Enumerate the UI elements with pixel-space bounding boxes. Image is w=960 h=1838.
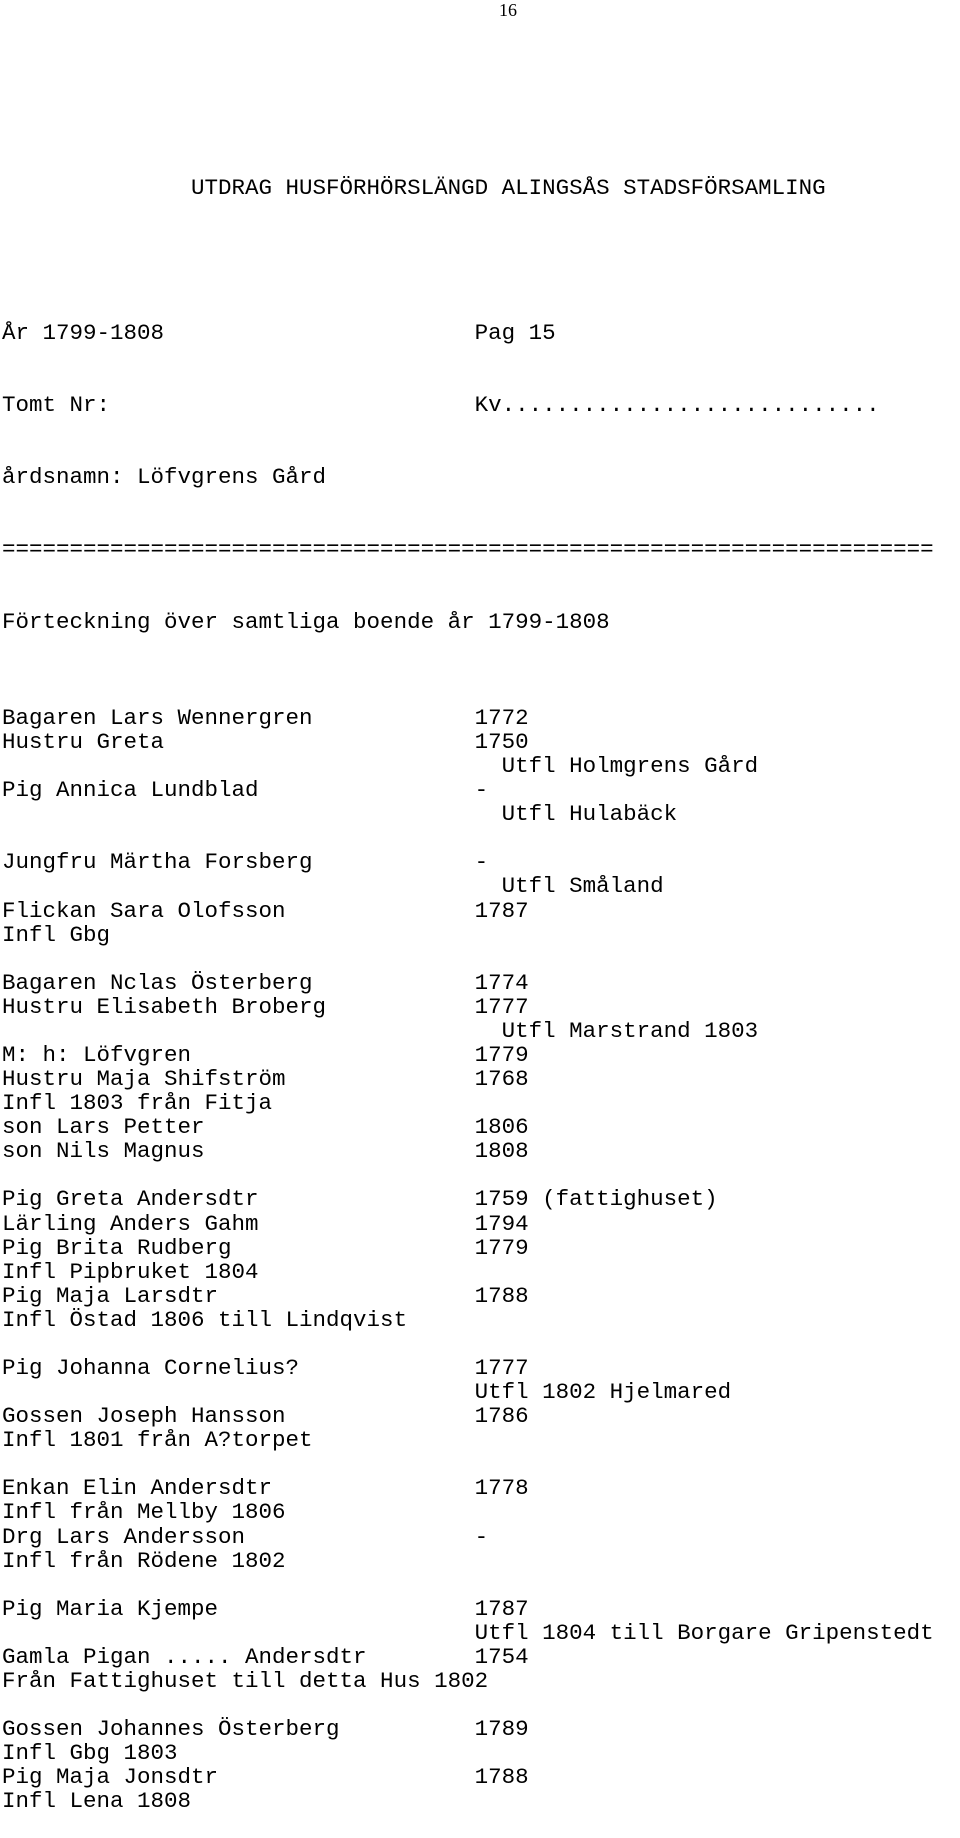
blank-line bbox=[2, 1452, 960, 1476]
blank-line bbox=[2, 1573, 960, 1597]
blank-line bbox=[2, 1332, 960, 1356]
record-line: Flickan Sara Olofsson 1787 bbox=[2, 897, 529, 924]
record-line: Pig Johanna Cornelius? 1777 bbox=[2, 1354, 529, 1381]
record-line: son Lars Petter 1806 bbox=[2, 1114, 529, 1141]
record-line: Bagaren Lars Wennergren 1772 bbox=[2, 704, 529, 731]
blank-line bbox=[2, 826, 960, 850]
gardsnamn-line: årdsnamn: Löfvgrens Gård bbox=[2, 464, 327, 491]
record-line: Hustru Elisabeth Broberg 1777 bbox=[2, 993, 529, 1020]
record-line: Utfl 1804 till Borgare Gripenstedt bbox=[2, 1619, 934, 1646]
record-line: Infl Lena 1808 bbox=[2, 1788, 192, 1815]
listing-title: Förteckning över samtliga boende år 1799-1808 bbox=[2, 608, 610, 635]
record-line: Infl Östad 1806 till Lindqvist bbox=[2, 1306, 408, 1333]
record-line: Gossen Johannes Österberg 1789 bbox=[2, 1716, 529, 1743]
blank-line bbox=[2, 1163, 960, 1187]
page-number: 16 bbox=[499, 0, 517, 20]
document-body bbox=[2, 128, 960, 1838]
record-line: Hustru Greta 1750 bbox=[2, 728, 529, 755]
year-line: År 1799-1808 Pag 15 bbox=[2, 319, 556, 346]
record-line: Pig Annica Lundblad - bbox=[2, 777, 489, 804]
record-line: Jungfru Märtha Forsberg - bbox=[2, 849, 489, 876]
record-line: Pig Greta Andersdtr 1759 (fattighuset) bbox=[2, 1186, 718, 1213]
record-line: Infl från Rödene 1802 bbox=[2, 1547, 286, 1574]
record-line: Hustru Maja Shifström 1768 bbox=[2, 1066, 529, 1093]
record-line: Pig Maria Kjempe 1787 bbox=[2, 1595, 529, 1622]
blank-line bbox=[2, 947, 960, 971]
tomt-line: Tomt Nr: Kv............................ bbox=[2, 391, 880, 418]
title-text: UTDRAG HUSFÖRHÖRSLÄNGD ALINGSÅS STADSFÖRSAMLING bbox=[191, 175, 826, 202]
record-line: Gossen Joseph Hansson 1786 bbox=[2, 1403, 529, 1430]
blank-line bbox=[2, 1693, 960, 1717]
record-line: M: h: Löfvgren 1779 bbox=[2, 1041, 529, 1068]
record-line: Från Fattighuset till detta Hus 1802 bbox=[2, 1668, 489, 1694]
record-line: Infl 1801 från A?torpet bbox=[2, 1427, 313, 1454]
document-title bbox=[2, 176, 960, 200]
record-line: Pig Brita Rudberg 1779 bbox=[2, 1234, 529, 1261]
record-line: Utfl Holmgrens Gård bbox=[2, 753, 759, 780]
record-list bbox=[2, 682, 960, 1814]
record-line: Infl Gbg 1803 bbox=[2, 1740, 178, 1767]
record-line: Lärling Anders Gahm 1794 bbox=[2, 1210, 529, 1237]
record-line: Utfl Småland bbox=[2, 873, 664, 900]
record-line: Infl från Mellby 1806 bbox=[2, 1499, 286, 1526]
record-line: Infl Gbg bbox=[2, 921, 111, 948]
record-line: Enkan Elin Andersdtr 1778 bbox=[2, 1475, 529, 1502]
record-line: Gamla Pigan ..... Andersdtr 1754 bbox=[2, 1643, 529, 1670]
record-line: son Nils Magnus 1808 bbox=[2, 1138, 529, 1165]
record-line: Pig Maja Larsdtr 1788 bbox=[2, 1282, 529, 1309]
record-line: Utfl 1802 Hjelmared bbox=[2, 1379, 732, 1406]
record-line: Pig Maja Jonsdtr 1788 bbox=[2, 1764, 529, 1791]
separator-line: ===================================================================== bbox=[2, 536, 934, 563]
record-line: Utfl Hulabäck bbox=[2, 801, 678, 828]
record-line: Infl 1803 från Fitja bbox=[2, 1090, 273, 1117]
record-line: Infl Pipbruket 1804 bbox=[2, 1258, 259, 1285]
blank-line bbox=[2, 248, 960, 272]
record-line: Bagaren Nclas Österberg 1774 bbox=[2, 969, 529, 996]
record-line: Drg Lars Andersson - bbox=[2, 1523, 489, 1550]
blank-line bbox=[2, 682, 960, 706]
record-line: Utfl Marstrand 1803 bbox=[2, 1017, 759, 1044]
